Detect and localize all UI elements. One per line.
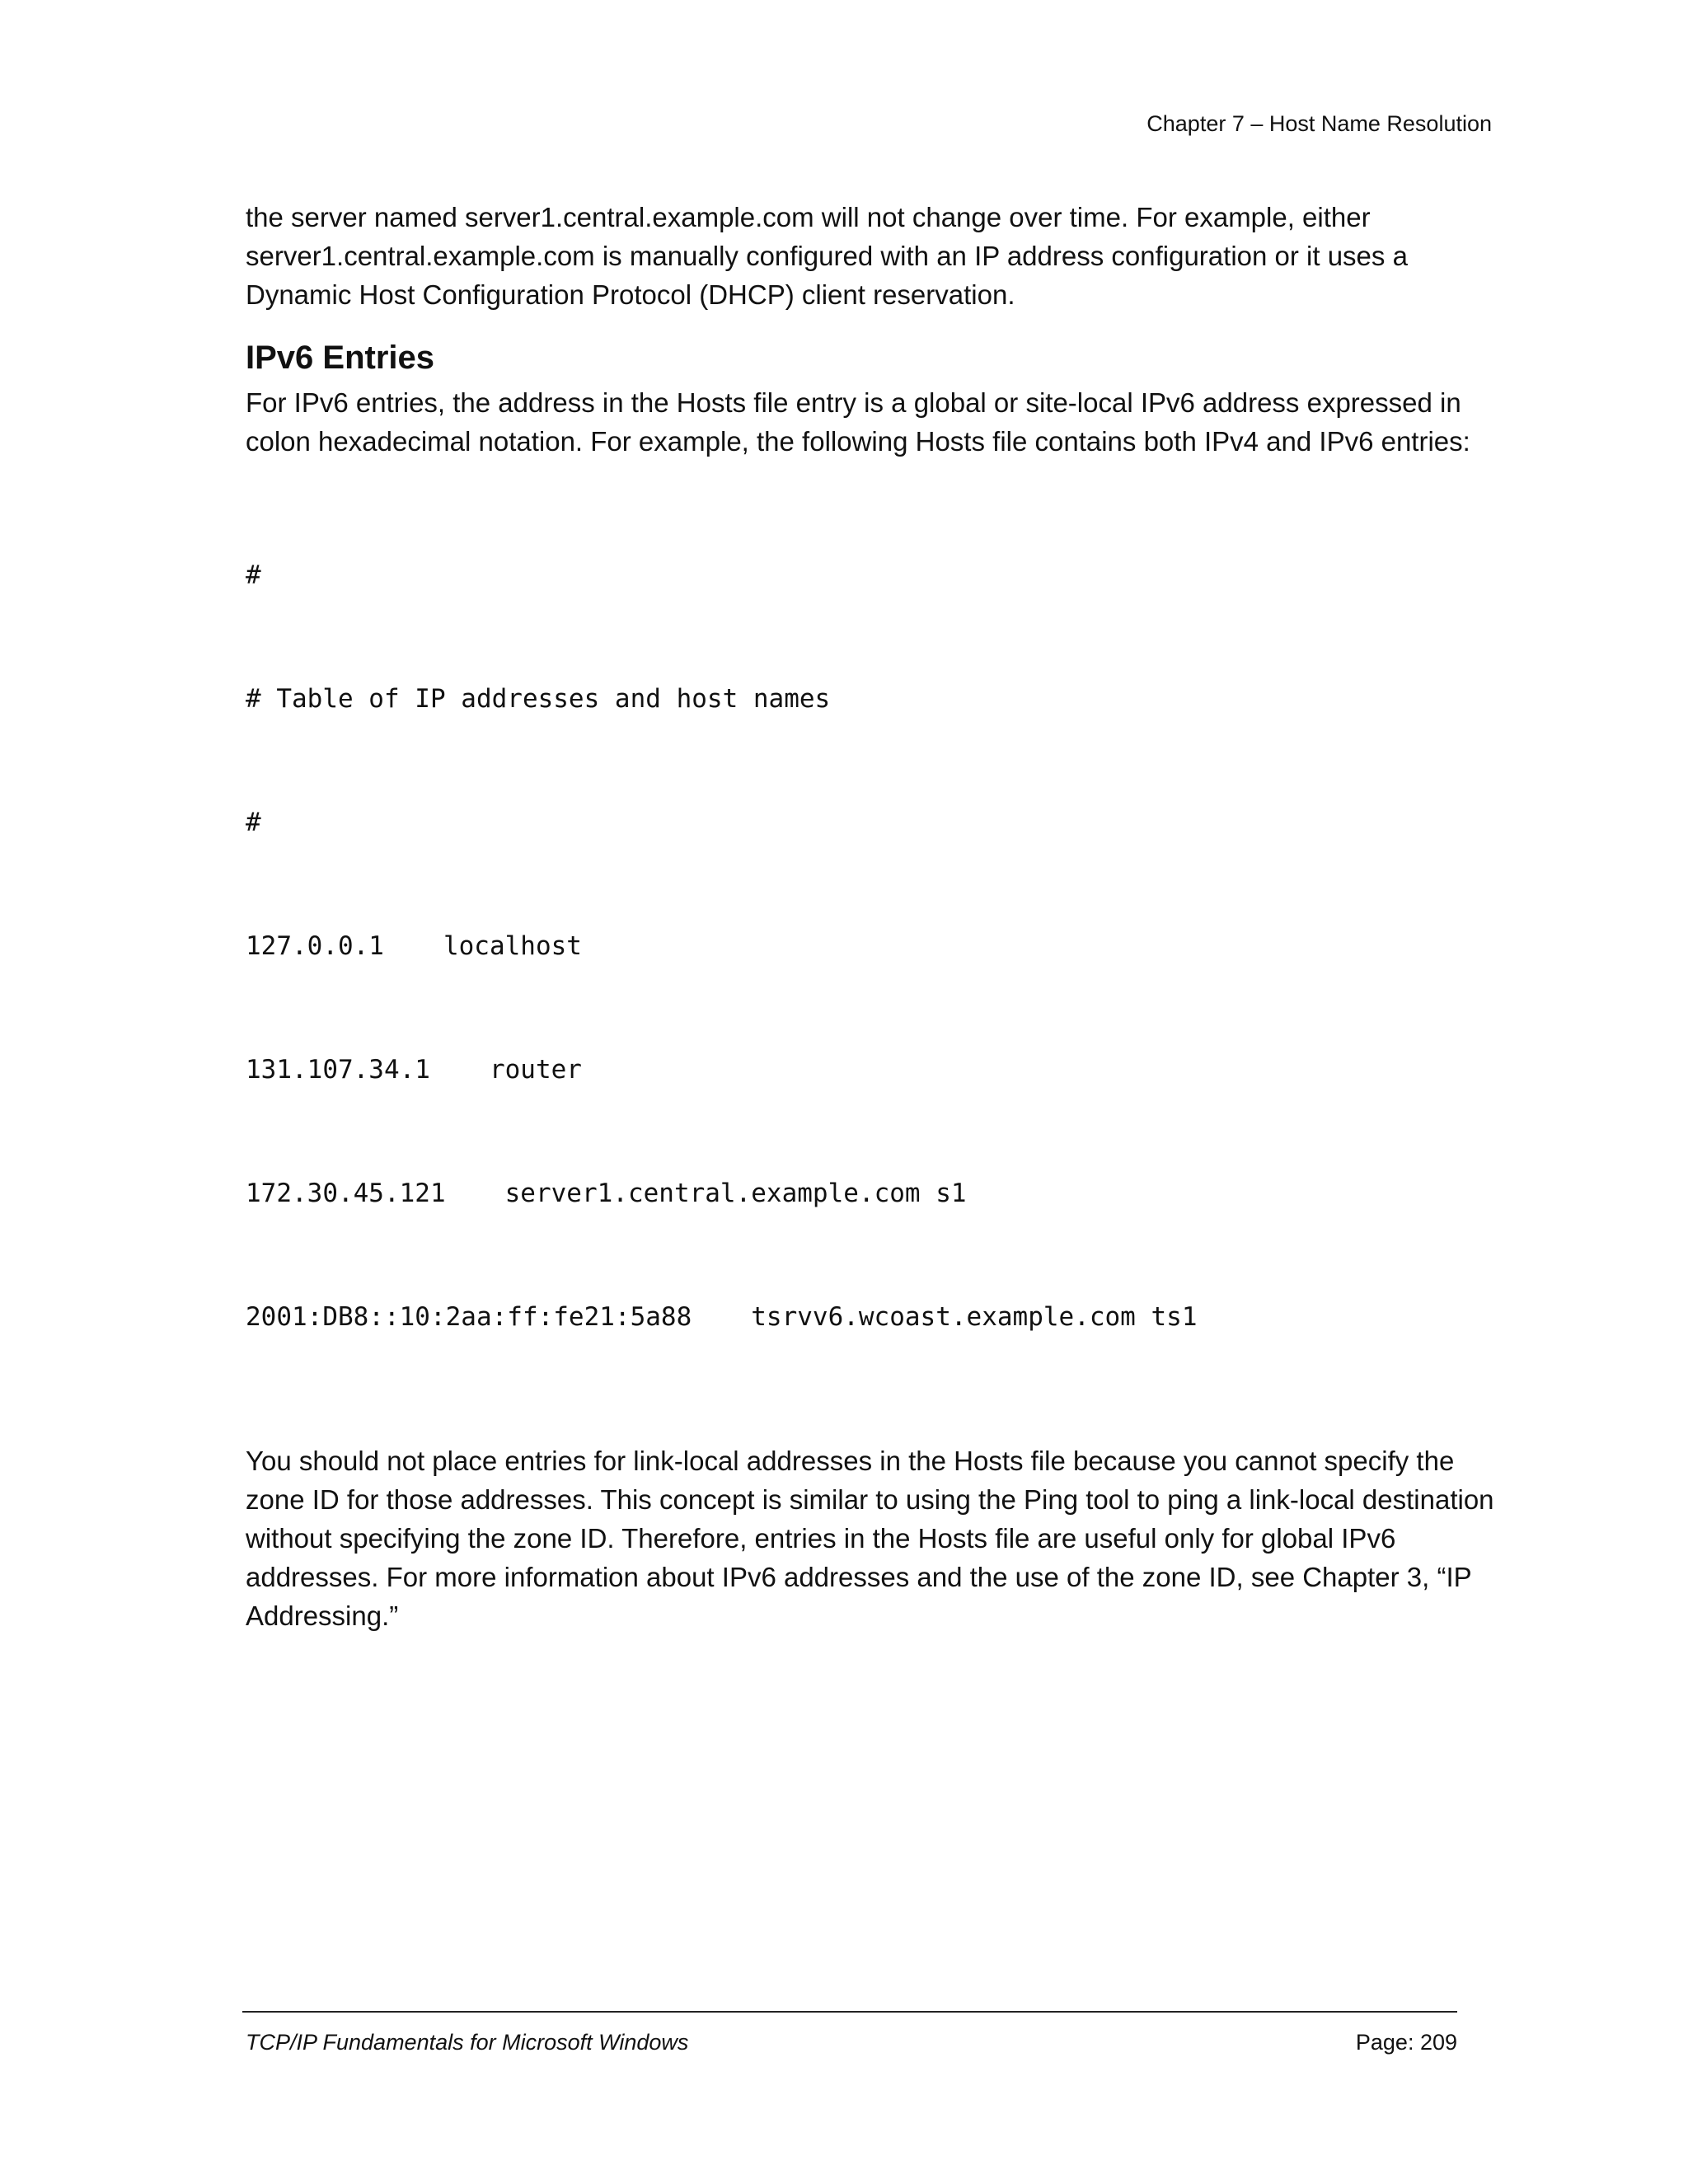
hosts-entry: [246, 1049, 1507, 1090]
footer-rule: [242, 2011, 1457, 2013]
hosts-file-listing: [246, 472, 1507, 1420]
code-comment-line: # Table of IP addresses and host names: [246, 684, 831, 714]
hosts-entry-address: 127.0.0.1: [246, 931, 384, 961]
code-comment-line: #: [246, 808, 261, 837]
section-paragraph: For IPv6 entries, the address in the Hosts file entry is a global or site-local IPv6 address expressed in colon hexadecimal notation. For example, the following Hosts file contains both IPv4 and IPv6 entries:: [246, 387, 1470, 457]
hosts-entry: [246, 926, 1507, 967]
hosts-entry: [246, 1296, 1507, 1338]
hosts-entry-names: server1.central.example.com s1: [504, 1179, 967, 1208]
hosts-entry-names: router: [489, 1055, 582, 1085]
hosts-entry-names: localhost: [443, 931, 582, 961]
section-heading: IPv6 Entries: [246, 340, 435, 376]
closing-paragraph: You should not place entries for link-local addresses in the Hosts file because you cannot specify the zone ID for those addresses. This concept is similar to using the Ping tool to ping a link-local destination without specifying the zone ID. Therefore, entries in the Hosts file are useful only for global IPv6 addresses. For more information about IPv6 addresses and the use of the zone ID, see Chapter 3, “IP Addressing.”: [246, 1446, 1494, 1631]
hosts-entry-address: 2001:DB8::10:2aa:ff:fe21:5a88: [246, 1302, 692, 1332]
page-body: [246, 198, 1507, 1635]
running-header: Chapter 7 – Host Name Resolution: [1146, 111, 1492, 136]
footer-book-title: TCP/IP Fundamentals for Microsoft Windows: [246, 2030, 689, 2055]
hosts-entry-address: 131.107.34.1: [246, 1055, 430, 1085]
footer-page-number: Page: 209: [1355, 2030, 1457, 2055]
hosts-entry-names: tsrvv6.wcoast.example.com ts1: [751, 1302, 1198, 1332]
hosts-entry-address: 172.30.45.121: [246, 1179, 446, 1208]
code-comment-line: #: [246, 560, 261, 590]
hosts-entry: [246, 1173, 1507, 1214]
intro-paragraph: the server named server1.central.example.com will not change over time. For example, either server1.central.example.com is manually configured with an IP address configuration or it uses a Dynamic Host Configuration Protocol (DHCP) client reservation.: [246, 202, 1408, 310]
